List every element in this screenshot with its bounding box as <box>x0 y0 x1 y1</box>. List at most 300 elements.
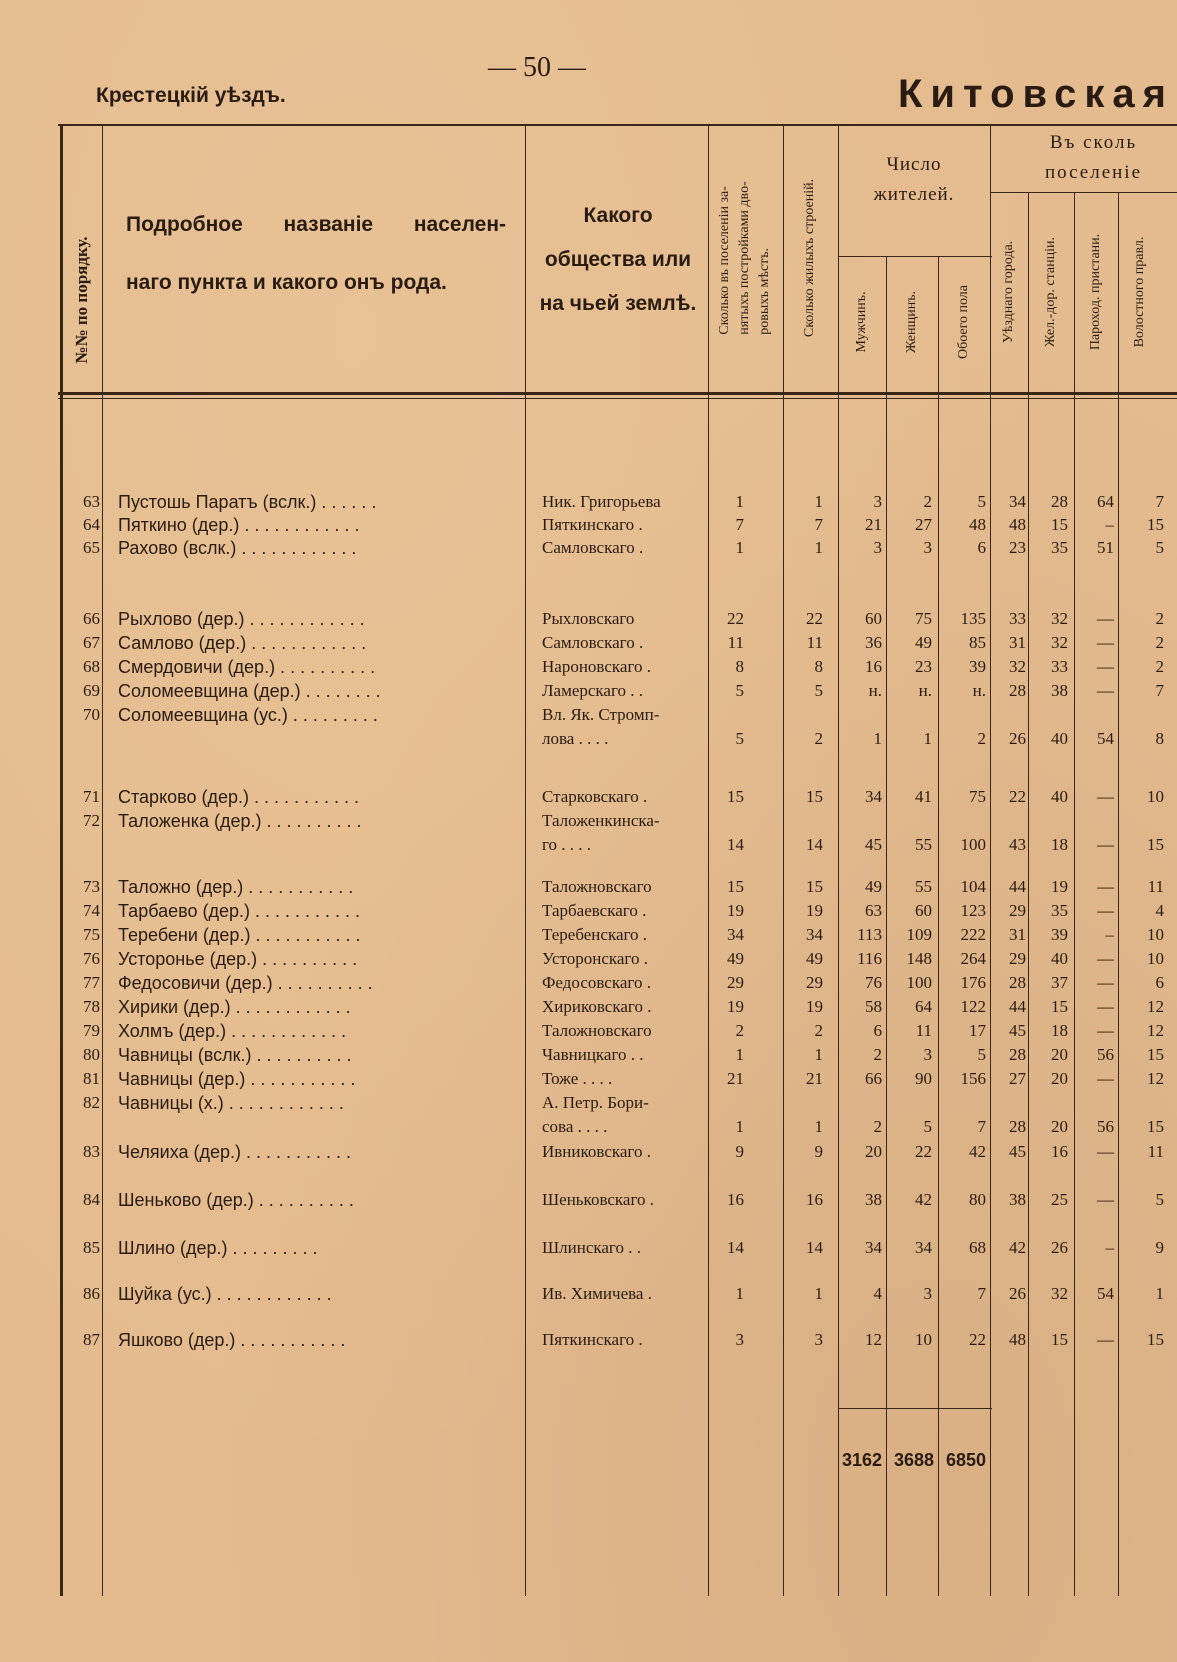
cell-men: н. <box>868 681 882 700</box>
cell-men: 2 <box>873 1117 882 1136</box>
cell-dist-rail: 16 <box>1051 1142 1068 1161</box>
cell-both: 222 <box>960 925 986 944</box>
cell-dist-pier: – <box>1105 1238 1114 1257</box>
society-name: Таложновскаго <box>542 877 652 896</box>
cell-dist-pier: – <box>1105 515 1114 534</box>
cell-dist-volost: 2 <box>1155 657 1164 676</box>
cell-both: 42 <box>969 1142 986 1161</box>
cell-dist-rail: 40 <box>1051 729 1068 748</box>
row-number: 87 <box>83 1330 100 1349</box>
cell-yards: 1 <box>735 492 744 511</box>
table-top-rule <box>58 124 1177 126</box>
cell-dist-town: 29 <box>1009 901 1026 920</box>
cell-buildings: 1 <box>814 538 823 557</box>
cell-women: 3 <box>923 538 932 557</box>
society-name: Федосовскаго . <box>542 973 651 992</box>
cell-dist-rail: 15 <box>1051 515 1068 534</box>
cell-dist-town: 29 <box>1009 949 1026 968</box>
society-name: Усторонскаго . <box>542 949 648 968</box>
cell-men: 76 <box>865 973 882 992</box>
cell-women: 27 <box>915 515 932 534</box>
cell-dist-town: 27 <box>1009 1069 1026 1088</box>
cell-dist-volost: 9 <box>1155 1238 1164 1257</box>
settlement-name: Рахово (вслк.) . . . . . . . . . . . . <box>118 538 357 558</box>
cell-buildings: 5 <box>814 681 823 700</box>
society-name: Таложновскаго <box>542 1021 652 1040</box>
cell-both: 176 <box>960 973 986 992</box>
col-line-1 <box>102 124 103 1596</box>
cell-dist-town: 48 <box>1009 1330 1026 1349</box>
cell-yards: 1 <box>735 1117 744 1136</box>
row-number: 66 <box>83 609 100 628</box>
cell-dist-rail: 32 <box>1051 633 1068 652</box>
society-name: Пяткинскаго . <box>542 515 643 534</box>
society-name: лова . . . . <box>542 729 609 748</box>
cell-dist-volost: 15 <box>1147 515 1164 534</box>
cell-both: 122 <box>960 997 986 1016</box>
cell-men: 34 <box>865 787 882 806</box>
cell-women: 5 <box>923 1117 932 1136</box>
society-name: го . . . . <box>542 835 592 854</box>
cell-men: 45 <box>865 835 882 854</box>
society-name: сова . . . . <box>542 1117 608 1136</box>
col-line-3 <box>708 124 709 1596</box>
settlement-name: Таложенка (дер.) . . . . . . . . . . <box>118 811 362 831</box>
cell-dist-pier: – <box>1105 925 1114 944</box>
cell-women: 2 <box>923 492 932 511</box>
cell-both: 22 <box>969 1330 986 1349</box>
settlement-name: Яшково (дер.) . . . . . . . . . . . <box>118 1330 346 1350</box>
cell-yards: 19 <box>727 997 744 1016</box>
cell-dist-pier: — <box>1097 1069 1114 1088</box>
cell-buildings: 34 <box>806 925 823 944</box>
cell-dist-pier: — <box>1097 997 1114 1016</box>
cell-yards: 34 <box>727 925 744 944</box>
society-name: Ивниковскаго . <box>542 1142 651 1161</box>
cell-dist-rail: 40 <box>1051 949 1068 968</box>
cell-women: 55 <box>915 835 932 854</box>
society-name: Старковскаго . <box>542 787 648 806</box>
cell-buildings: 16 <box>806 1190 823 1209</box>
cell-dist-town: 48 <box>1009 515 1026 534</box>
col-line-8 <box>990 124 991 1596</box>
cell-men: 58 <box>865 997 882 1016</box>
col-header-residents <box>838 150 990 210</box>
row-number: 82 <box>83 1093 100 1112</box>
uezd-title: Крестецкій уѣздъ. <box>96 84 286 107</box>
cell-yards: 29 <box>727 973 744 992</box>
settlement-name: Шлино (дер.) . . . . . . . . . <box>118 1238 318 1258</box>
total-men: 3162 <box>841 1450 882 1470</box>
cell-dist-volost: 11 <box>1147 1142 1164 1161</box>
settlement-name: Чавницы (вслк.) . . . . . . . . . . <box>118 1045 352 1065</box>
cell-buildings: 14 <box>806 1238 823 1257</box>
cell-yards: 7 <box>735 515 744 534</box>
cell-buildings: 22 <box>806 609 823 628</box>
cell-buildings: 19 <box>806 997 823 1016</box>
cell-dist-pier: 54 <box>1097 729 1114 748</box>
cell-men: 34 <box>865 1238 882 1257</box>
col-header-residents-line2: жителей. <box>873 184 955 205</box>
cell-women: 90 <box>915 1069 932 1088</box>
cell-dist-rail: 33 <box>1051 657 1068 676</box>
cell-dist-pier: — <box>1097 609 1114 628</box>
cell-women: 1 <box>923 729 932 748</box>
cell-dist-rail: 39 <box>1051 925 1068 944</box>
cell-women: 100 <box>906 973 932 992</box>
cell-buildings: 11 <box>806 633 823 652</box>
col-header-distance-line2: поселеніе <box>1044 162 1143 183</box>
cell-yards: 2 <box>735 1021 744 1040</box>
cell-both: 2 <box>977 729 986 748</box>
cell-dist-volost: 10 <box>1147 925 1164 944</box>
total-both: 6850 <box>945 1450 986 1470</box>
row-number: 71 <box>83 787 100 806</box>
cell-both: 80 <box>969 1190 986 1209</box>
cell-dist-town: 28 <box>1009 973 1026 992</box>
cell-dist-town: 44 <box>1009 997 1026 1016</box>
cell-yards: 1 <box>735 1284 744 1303</box>
cell-men: 1 <box>873 729 882 748</box>
cell-women: н. <box>918 681 932 700</box>
cell-women: 34 <box>915 1238 932 1257</box>
col-line-2 <box>525 124 526 1596</box>
cell-dist-pier: 64 <box>1097 492 1114 511</box>
row-number: 73 <box>83 877 100 896</box>
cell-both: 7 <box>977 1284 986 1303</box>
cell-both: 6 <box>977 538 986 557</box>
society-name: Ник. Григорьева <box>542 492 661 511</box>
cell-both: 104 <box>960 877 986 896</box>
cell-both: 17 <box>969 1021 986 1040</box>
society-name: Самловскаго . <box>542 633 644 652</box>
cell-yards: 5 <box>735 729 744 748</box>
settlement-name: Хирики (дер.) . . . . . . . . . . . . <box>118 997 351 1017</box>
cell-dist-rail: 28 <box>1051 492 1068 511</box>
settlement-name: Соломеевщина (ус.) . . . . . . . . . <box>118 705 378 725</box>
cell-women: 3 <box>923 1045 932 1064</box>
cell-both: 39 <box>969 657 986 676</box>
cell-yards: 15 <box>727 787 744 806</box>
cell-dist-volost: 5 <box>1155 1190 1164 1209</box>
cell-men: 63 <box>865 901 882 920</box>
cell-dist-pier: — <box>1097 681 1114 700</box>
cell-dist-pier: — <box>1097 1330 1114 1349</box>
cell-both: 123 <box>960 901 986 920</box>
cell-dist-pier: — <box>1097 877 1114 896</box>
cell-dist-rail: 38 <box>1051 681 1068 700</box>
cell-dist-town: 44 <box>1009 877 1026 896</box>
cell-dist-volost: 1 <box>1155 1284 1164 1303</box>
residents-sub-rule <box>838 256 992 257</box>
settlement-name: Шеньково (дер.) . . . . . . . . . . <box>118 1190 354 1210</box>
cell-buildings: 9 <box>814 1142 823 1161</box>
cell-both: 156 <box>960 1069 986 1088</box>
settlement-name: Челяиха (дер.) . . . . . . . . . . . <box>118 1142 352 1162</box>
cell-buildings: 21 <box>806 1069 823 1088</box>
cell-buildings: 7 <box>814 515 823 534</box>
total-women: 3688 <box>893 1450 934 1470</box>
col-header-no: №№ по порядку. <box>72 236 91 364</box>
cell-dist-volost: 12 <box>1147 997 1164 1016</box>
cell-yards: 15 <box>727 877 744 896</box>
col-header-society-line1: Какого <box>583 204 653 227</box>
cell-both: 264 <box>960 949 986 968</box>
cell-buildings: 1 <box>814 1045 823 1064</box>
row-number: 85 <box>83 1238 100 1257</box>
cell-women: 75 <box>915 609 932 628</box>
cell-dist-pier: — <box>1097 657 1114 676</box>
cell-dist-rail: 19 <box>1051 877 1068 896</box>
row-number: 67 <box>83 633 100 652</box>
cell-dist-rail: 25 <box>1051 1190 1068 1209</box>
row-number: 78 <box>83 997 100 1016</box>
cell-dist-pier: 51 <box>1097 538 1114 557</box>
cell-men: 4 <box>873 1284 882 1303</box>
cell-dist-volost: 6 <box>1155 973 1164 992</box>
cell-men: 60 <box>865 609 882 628</box>
col-header-women: Женщинъ. <box>904 290 919 354</box>
society-name: Тарбаевскаго . <box>542 901 647 920</box>
cell-men: 113 <box>857 925 882 944</box>
cell-women: 148 <box>906 949 932 968</box>
cell-dist-town: 31 <box>1009 633 1026 652</box>
cell-dist-town: 28 <box>1009 1117 1026 1136</box>
cell-dist-rail: 40 <box>1051 787 1068 806</box>
cell-men: 21 <box>865 515 882 534</box>
row-number: 76 <box>83 949 100 968</box>
cell-buildings: 3 <box>814 1330 823 1349</box>
cell-dist-rail: 32 <box>1051 609 1068 628</box>
cell-buildings: 49 <box>806 949 823 968</box>
cell-dist-pier: — <box>1097 1190 1114 1209</box>
society-name: Вл. Як. Стромп- <box>542 705 660 724</box>
cell-dist-rail: 35 <box>1051 901 1068 920</box>
cell-both: 85 <box>969 633 986 652</box>
cell-men: 38 <box>865 1190 882 1209</box>
cell-dist-town: 34 <box>1009 492 1026 511</box>
cell-women: 60 <box>915 901 932 920</box>
cell-dist-volost: 7 <box>1155 492 1164 511</box>
settlement-name: Чавницы (дер.) . . . . . . . . . . . <box>118 1069 356 1089</box>
settlement-name: Шуйка (ус.) . . . . . . . . . . . . <box>118 1284 332 1304</box>
col-header-distance-line1: Въ сколь <box>1049 132 1138 153</box>
cell-dist-pier: — <box>1097 901 1114 920</box>
row-number: 74 <box>83 901 100 920</box>
settlement-name: Теребени (дер.) . . . . . . . . . . . <box>118 925 361 945</box>
society-name: Самловскаго . <box>542 538 644 557</box>
col-header-pier: Пароход. пристани. <box>1088 233 1103 351</box>
col-line-outer <box>60 124 63 1596</box>
settlement-name: Усторонье (дер.) . . . . . . . . . . <box>118 949 358 969</box>
row-number: 70 <box>83 705 100 724</box>
cell-buildings: 29 <box>806 973 823 992</box>
settlement-name: Федосовичи (дер.) . . . . . . . . . . <box>118 973 373 993</box>
cell-dist-volost: 11 <box>1147 877 1164 896</box>
cell-dist-pier: — <box>1097 949 1114 968</box>
cell-women: 22 <box>915 1142 932 1161</box>
cell-yards: 22 <box>727 609 744 628</box>
society-name: Пяткинскаго . <box>542 1330 643 1349</box>
col-header-name-line1: Подробное названіе населен- <box>126 213 506 236</box>
cell-buildings: 8 <box>814 657 823 676</box>
cell-dist-volost: 2 <box>1155 633 1164 652</box>
cell-dist-town: 38 <box>1009 1190 1026 1209</box>
settlement-name: Чавницы (х.) . . . . . . . . . . . . <box>118 1093 344 1113</box>
col-header-town: Уѣзднаго города. <box>1001 240 1016 344</box>
col-header-society <box>528 194 708 326</box>
cell-yards: 16 <box>727 1190 744 1209</box>
cell-dist-town: 45 <box>1009 1021 1026 1040</box>
cell-dist-volost: 12 <box>1147 1069 1164 1088</box>
cell-dist-rail: 20 <box>1051 1117 1068 1136</box>
society-name: Ив. Химичева . <box>542 1284 652 1303</box>
cell-yards: 49 <box>727 949 744 968</box>
cell-both: 7 <box>977 1117 986 1136</box>
cell-dist-rail: 20 <box>1051 1069 1068 1088</box>
society-name: Нароновскаго . <box>542 657 651 676</box>
cell-dist-pier: — <box>1097 1142 1114 1161</box>
col-header-yards-line1: Сколько въ поселеніи за- <box>717 186 732 335</box>
society-name: Шлинскаго . . <box>542 1238 641 1257</box>
cell-both: 5 <box>977 1045 986 1064</box>
settlement-name: Холмъ (дер.) . . . . . . . . . . . . <box>118 1021 347 1041</box>
cell-dist-rail: 18 <box>1051 1021 1068 1040</box>
cell-yards: 21 <box>727 1069 744 1088</box>
header-bottom-rule <box>58 392 1177 395</box>
cell-both: 5 <box>977 492 986 511</box>
society-name: Рыхловскаго <box>542 609 635 628</box>
cell-women: 55 <box>915 877 932 896</box>
cell-dist-volost: 7 <box>1155 681 1164 700</box>
volost-title: Китовская <box>898 72 1174 116</box>
cell-dist-pier: 56 <box>1097 1117 1114 1136</box>
society-name: А. Петр. Бори- <box>542 1093 649 1112</box>
cell-men: 6 <box>873 1021 882 1040</box>
col-header-distance <box>1010 128 1177 188</box>
col-header-yards <box>715 181 775 334</box>
cell-dist-volost: 15 <box>1147 1330 1164 1349</box>
cell-yards: 9 <box>735 1142 744 1161</box>
row-number: 77 <box>83 973 100 992</box>
cell-women: 109 <box>906 925 932 944</box>
society-name: Таложенкинска- <box>542 811 660 830</box>
cell-buildings: 2 <box>814 1021 823 1040</box>
cell-women: 49 <box>915 633 932 652</box>
cell-both: 100 <box>960 835 986 854</box>
cell-dist-pier: — <box>1097 835 1114 854</box>
cell-buildings: 19 <box>806 901 823 920</box>
cell-buildings: 1 <box>814 1117 823 1136</box>
cell-yards: 3 <box>735 1330 744 1349</box>
col-header-name <box>126 196 506 312</box>
row-number: 79 <box>83 1021 100 1040</box>
settlement-name: Смердовичи (дер.) . . . . . . . . . . <box>118 657 376 677</box>
cell-dist-pier: 54 <box>1097 1284 1114 1303</box>
cell-buildings: 1 <box>814 1284 823 1303</box>
col-header-buildings: Сколько жилыхъ строеній. <box>802 178 817 338</box>
col-header-both: Обоего пола <box>956 284 971 360</box>
row-number: 63 <box>83 492 100 511</box>
col-header-volost: Волостного правл. <box>1132 236 1147 348</box>
col-header-yards-line2: нятыхъ постройками дво- <box>737 181 752 335</box>
row-number: 84 <box>83 1190 100 1209</box>
distance-sub-rule <box>990 192 1177 193</box>
cell-dist-pier: — <box>1097 1021 1114 1040</box>
col-header-name-line2: наго пункта и какого онъ рода. <box>126 271 447 294</box>
cell-women: 11 <box>915 1021 932 1040</box>
settlement-name: Старково (дер.) . . . . . . . . . . . <box>118 787 360 807</box>
cell-yards: 5 <box>735 681 744 700</box>
cell-dist-pier: — <box>1097 787 1114 806</box>
header-bottom-rule-2 <box>58 398 1177 399</box>
cell-men: 3 <box>873 538 882 557</box>
col-header-rail: Жел.-дор. станціи. <box>1043 237 1058 347</box>
cell-both: 48 <box>969 515 986 534</box>
cell-dist-volost: 15 <box>1147 1117 1164 1136</box>
cell-dist-town: 28 <box>1009 1045 1026 1064</box>
row-number: 65 <box>83 538 100 557</box>
cell-dist-volost: 8 <box>1155 729 1164 748</box>
cell-dist-rail: 26 <box>1051 1238 1068 1257</box>
page-number: — 50 — <box>488 52 586 83</box>
society-name: Шеньковскаго . <box>542 1190 655 1209</box>
cell-dist-town: 43 <box>1009 835 1026 854</box>
cell-dist-volost: 10 <box>1147 787 1164 806</box>
cell-dist-town: 22 <box>1009 787 1026 806</box>
cell-men: 2 <box>873 1045 882 1064</box>
cell-dist-volost: 15 <box>1147 1045 1164 1064</box>
row-number: 75 <box>83 925 100 944</box>
cell-dist-volost: 2 <box>1155 609 1164 628</box>
society-name: Хириковскаго . <box>542 997 652 1016</box>
cell-dist-rail: 20 <box>1051 1045 1068 1064</box>
cell-dist-pier: 56 <box>1097 1045 1114 1064</box>
cell-dist-rail: 15 <box>1051 1330 1068 1349</box>
cell-yards: 11 <box>727 633 744 652</box>
cell-both: 68 <box>969 1238 986 1257</box>
cell-yards: 14 <box>727 835 744 854</box>
row-number: 81 <box>83 1069 100 1088</box>
cell-women: 42 <box>915 1190 932 1209</box>
society-name: Чавницкаго . . <box>542 1045 644 1064</box>
cell-dist-volost: 15 <box>1147 835 1164 854</box>
cell-dist-volost: 10 <box>1147 949 1164 968</box>
cell-men: 36 <box>865 633 882 652</box>
cell-men: 16 <box>865 657 882 676</box>
society-name: Тоже . . . . <box>542 1069 613 1088</box>
cell-men: 3 <box>873 492 882 511</box>
cell-dist-volost: 5 <box>1155 538 1164 557</box>
cell-men: 116 <box>857 949 882 968</box>
cell-both: 135 <box>960 609 986 628</box>
col-line-5 <box>838 124 839 1596</box>
settlement-name: Самлово (дер.) . . . . . . . . . . . . <box>118 633 367 653</box>
cell-yards: 1 <box>735 538 744 557</box>
cell-women: 64 <box>915 997 932 1016</box>
col-header-residents-line1: Число <box>886 154 942 175</box>
cell-dist-rail: 32 <box>1051 1284 1068 1303</box>
cell-men: 20 <box>865 1142 882 1161</box>
cell-dist-pier: — <box>1097 633 1114 652</box>
col-header-men: Мужчинъ. <box>854 291 869 353</box>
col-line-4 <box>783 124 784 1596</box>
cell-dist-town: 26 <box>1009 729 1026 748</box>
society-name: Ламерскаго . . <box>542 681 644 700</box>
settlement-name: Пяткино (дер.) . . . . . . . . . . . . <box>118 515 360 535</box>
cell-yards: 19 <box>727 901 744 920</box>
cell-dist-rail: 37 <box>1051 973 1068 992</box>
